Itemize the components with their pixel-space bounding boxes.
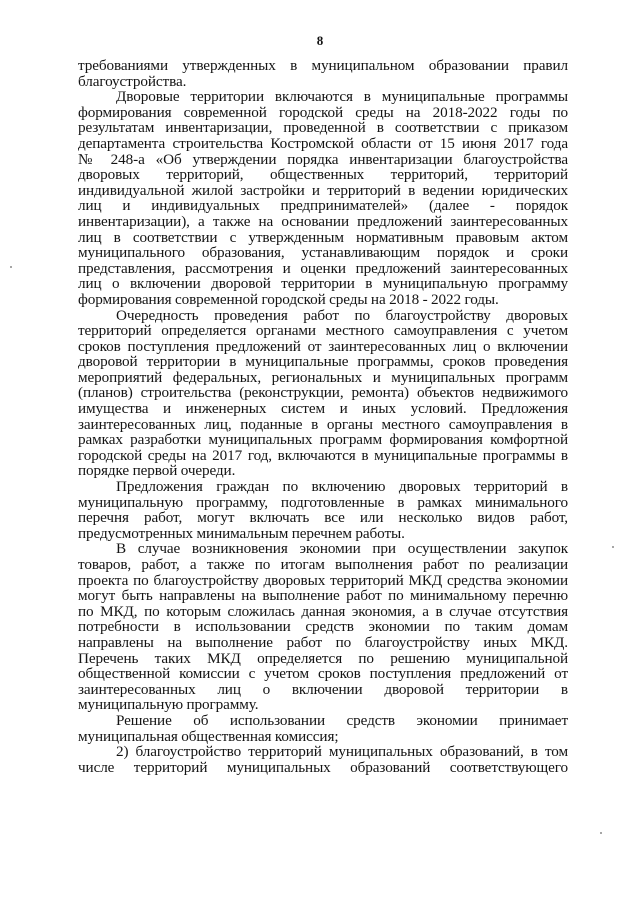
text-line: дворовой территории в муниципальные программы, сроков проведения — [78, 353, 568, 371]
text-line: результатам инвентаризации, проведенной в соответствии с приказом — [78, 119, 568, 137]
text-line: по МКД, по которым сложилась данная экономия, а в случае отсутствия — [78, 602, 568, 620]
text-line: потребности в использовании средств экономии по таким домам — [78, 618, 568, 636]
text-line: Дворовые территории включаются в муниципальные программы — [116, 88, 568, 106]
text-line: лиц о включении дворовой территории в муниципальную программу — [78, 275, 568, 293]
scan-speck — [612, 546, 614, 548]
text-line: 2) благоустройство территорий муниципальных образований, в том — [116, 743, 568, 761]
text-line: благоустройства. — [78, 72, 187, 90]
page-number: 8 — [316, 33, 324, 48]
text-line: числе территорий муниципальных образований соответствующего — [78, 758, 568, 776]
text-line: Перечень таких МКД определяется по решению муниципальной — [78, 649, 568, 667]
scan-speck — [10, 266, 12, 268]
text-line: индивидуальной жилой застройки и территорий в ведении юридических — [78, 181, 568, 199]
body-text — [78, 58, 568, 775]
text-line: Очередность проведения работ по благоустройству дворовых — [116, 306, 568, 324]
text-line: департамента строительства Костромской области от 15 июня 2017 года — [78, 134, 568, 152]
text-line: представления, рассмотрения и оценки предложений заинтересованных — [78, 259, 568, 277]
text-line: сроков поступления предложений от заинтересованных лиц о включении — [78, 337, 568, 355]
text-line: направлены на выполнение работ по благоустройству иных МКД. — [78, 633, 568, 651]
text-line: формирования современной городской среды на 2018-2022 годы по — [78, 103, 568, 121]
text-line: муниципального образования, устанавливающим порядок и сроки — [78, 244, 568, 262]
text-line: перечня работ, могут включать все или несколько видов работ, — [78, 509, 568, 527]
text-line: № 248-а «Об утверждении порядка инвентаризации благоустройства — [78, 150, 568, 168]
text-line: проекта по благоустройству дворовых территорий МКД средства экономии — [78, 571, 568, 589]
text-line: могут быть направлены на выполнение работ по минимальному перечню — [78, 587, 568, 605]
text-line: муниципальная общественная комиссия; — [78, 727, 339, 745]
text-line: требованиями утвержденных в муниципальном образовании правил — [78, 57, 568, 74]
text-line: В случае возникновения экономии при осуществлении закупок — [116, 540, 568, 558]
text-line: дворовых территорий, общественных территорий, территорий — [78, 166, 568, 184]
text-line: лиц и индивидуальных предпринимателей» (далее - порядок — [78, 197, 568, 215]
text-line: товаров, работ, а также по итогам выполнения работ по реализации — [78, 556, 568, 573]
text-line: инвентаризации), а также на основании предложений заинтересованных — [78, 212, 568, 230]
text-line: городской среды на 2017 год, включаются в муниципальные программы в — [78, 446, 568, 464]
text-line: порядке первой очереди. — [78, 462, 236, 480]
scan-speck — [600, 832, 602, 834]
text-line: общественной комиссии с учетом сроков поступления предложений от — [78, 665, 568, 683]
text-line: заинтересованных лиц, поданные в органы местного самоуправления в — [78, 415, 568, 433]
text-line: территорий определяется органами местного самоуправления с учетом — [78, 322, 568, 340]
text-line: лиц в соответствии с утвержденным нормативным правовым актом — [78, 228, 568, 246]
text-line: Предложения граждан по включению дворовых территорий в — [116, 478, 568, 496]
text-line: муниципальную программу, подготовленные в рамках минимального — [78, 493, 568, 511]
text-line: Решение об использовании средств экономии принимает — [116, 711, 568, 729]
text-line: рамках разработки муниципальных программ формирования комфортной — [78, 431, 568, 449]
text-line: (планов) строительства (реконструкции, ремонта) объектов недвижимого — [78, 384, 568, 402]
text-line: муниципальную программу. — [78, 696, 259, 714]
text-line: заинтересованных лиц о включении дворовой территории в — [78, 680, 568, 698]
text-line: формирования современной городской среды на 2018 - 2022 годы. — [78, 290, 499, 308]
text-line: мероприятий федеральных, региональных и муниципальных программ — [78, 368, 568, 386]
text-line: предусмотренных минимальным перечнем работы. — [78, 524, 405, 542]
text-line: имущества и инженерных систем и иных условий. Предложения — [78, 400, 568, 418]
